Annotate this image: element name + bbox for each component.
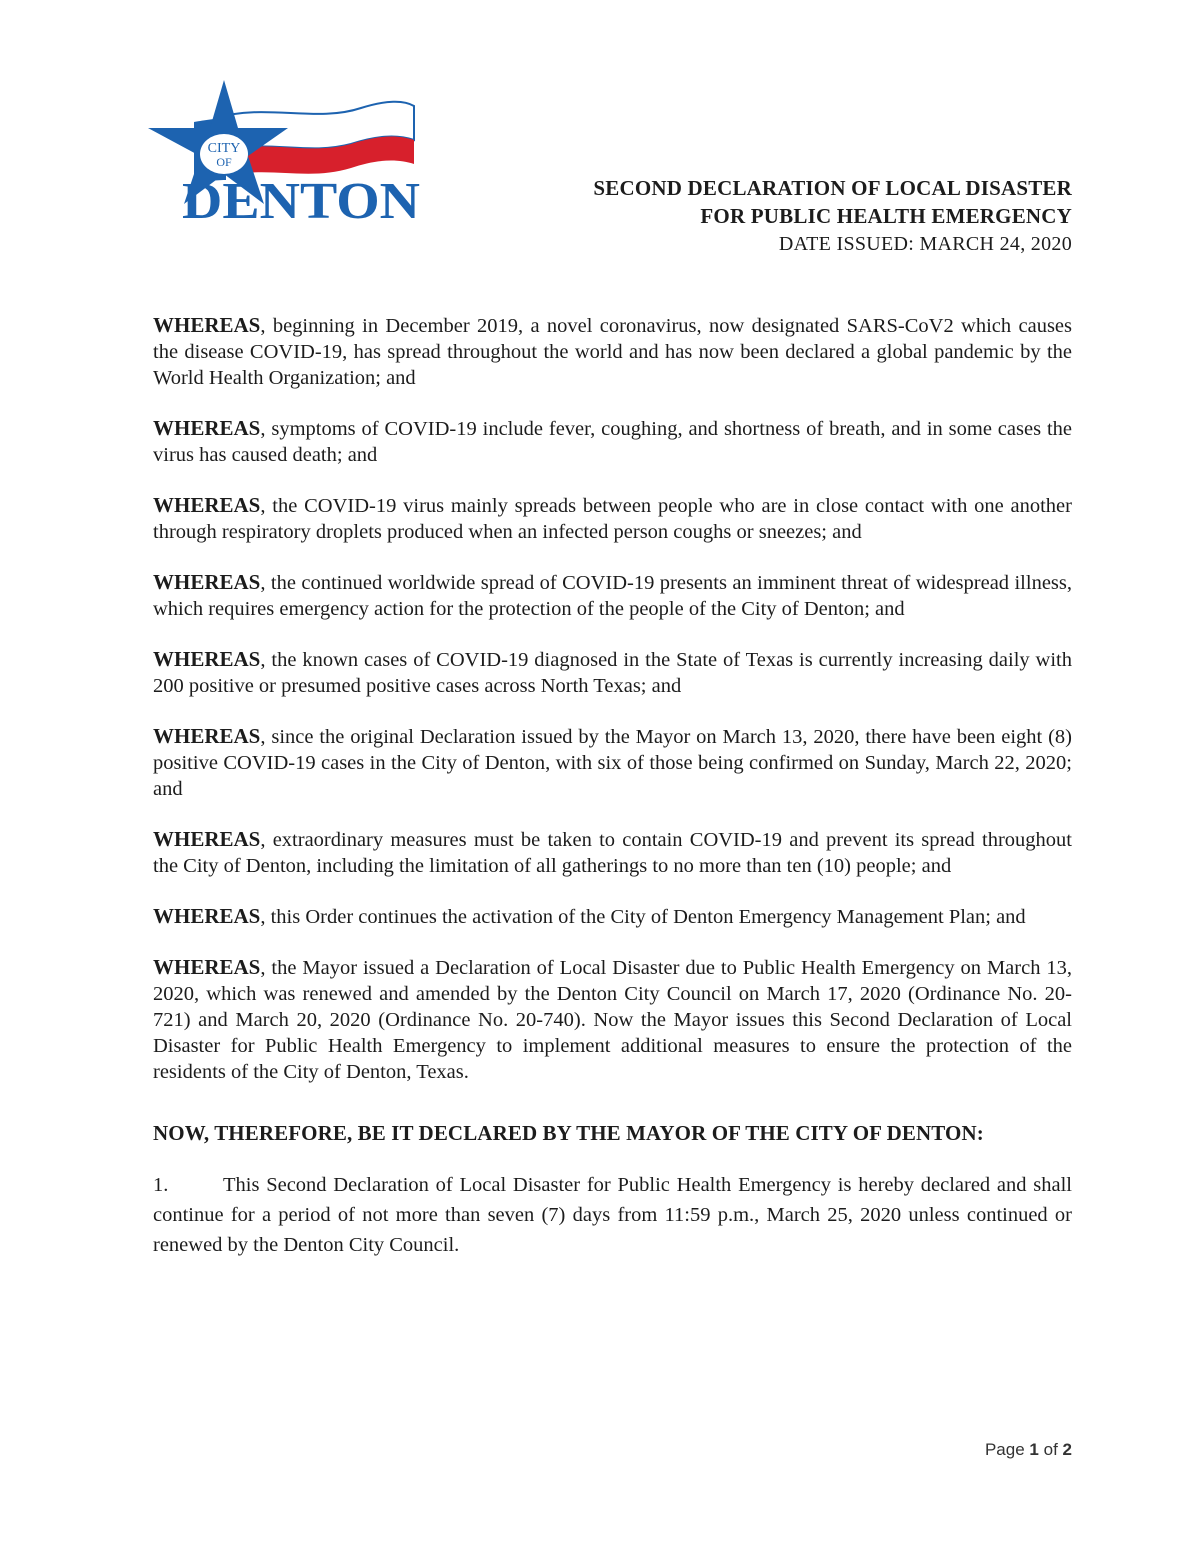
document-body (153, 312, 1072, 1281)
document-title-line-1: SECOND DECLARATION OF LOCAL DISASTER (593, 176, 1072, 200)
page-indicator: Page 1 of 2 (984, 1440, 1072, 1459)
logo-of-text: OF (216, 155, 232, 169)
whereas-clause: WHEREAS, the Mayor issued a Declaration of Local Disaster due to Public Health Emergency on March 13, 2020, which was renewed and amended by the Denton City Council on March 17, 2020 (Ordinance No. 20-721) and March 20, 2020 (Ordinance No. 20-740). Now the Mayor issues this Second Declaration of Local Disaster for Public Health Emergency to implement additional measures to ensure the protection of the residents of the City of Denton, Texas. (153, 955, 1072, 1083)
whereas-clause: WHEREAS, beginning in December 2019, a novel coronavirus, now designated SARS-CoV2 which causes the disease COVID-19, has spread throughout the world and has now been declared a global pandemic by the World Health Organization; and (153, 313, 1072, 389)
total-pages: 2 (1062, 1440, 1072, 1459)
whereas-clause: WHEREAS, this Order continues the activation of the City of Denton Emergency Management Plan; and (153, 904, 1026, 928)
whereas-clause: WHEREAS, the COVID-19 virus mainly spreads between people who are in close contact with one another through respiratory droplets produced when an infected person coughs or sneezes; and (153, 493, 1072, 543)
whereas-clause: WHEREAS, the known cases of COVID-19 diagnosed in the State of Texas is currently increasing daily with 200 positive or presumed positive cases across North Texas; and (153, 647, 1072, 697)
item-number: 1. (153, 1174, 169, 1196)
whereas-clause: WHEREAS, extraordinary measures must be taken to contain COVID-19 and prevent its spread throughout the City of Denton, including the limitation of all gatherings to no more than ten (10) people; and (153, 827, 1072, 877)
whereas-clause: WHEREAS, since the original Declaration issued by the Mayor on March 13, 2020, there have been eight (8) positive COVID-19 cases in the City of Denton, with six of those being confirmed on Sunday, March 22, 2020; and (153, 724, 1072, 800)
document-title-line-2: FOR PUBLIC HEALTH EMERGENCY (700, 204, 1072, 228)
logo-denton-text: DENTON (182, 173, 420, 228)
date-issued: DATE ISSUED: MARCH 24, 2020 (778, 233, 1072, 255)
whereas-clause: WHEREAS, symptoms of COVID-19 include fever, coughing, and shortness of breath, and in some cases the virus has caused death; and (153, 416, 1072, 466)
item-text: This Second Declaration of Local Disaster for Public Health Emergency is hereby declared and shall continue for a period of not more than seven (7) days from 11:59 p.m., March 25, 2020 unless continued or renewed by the Denton City Council. (153, 1174, 1072, 1256)
therefore-heading: NOW, THEREFORE, BE IT DECLARED BY THE MAYOR OF THE CITY OF DENTON: (153, 1121, 984, 1145)
city-of-denton-logo (146, 78, 426, 228)
numbered-item (153, 1170, 1072, 1260)
whereas-clause: WHEREAS, the continued worldwide spread of COVID-19 presents an imminent threat of widespread illness, which requires emergency action for the protection of the people of the City of Denton; and (153, 570, 1072, 620)
logo-city-text: CITY (207, 141, 241, 156)
current-page: 1 (1029, 1440, 1039, 1459)
document-header (593, 174, 1072, 258)
